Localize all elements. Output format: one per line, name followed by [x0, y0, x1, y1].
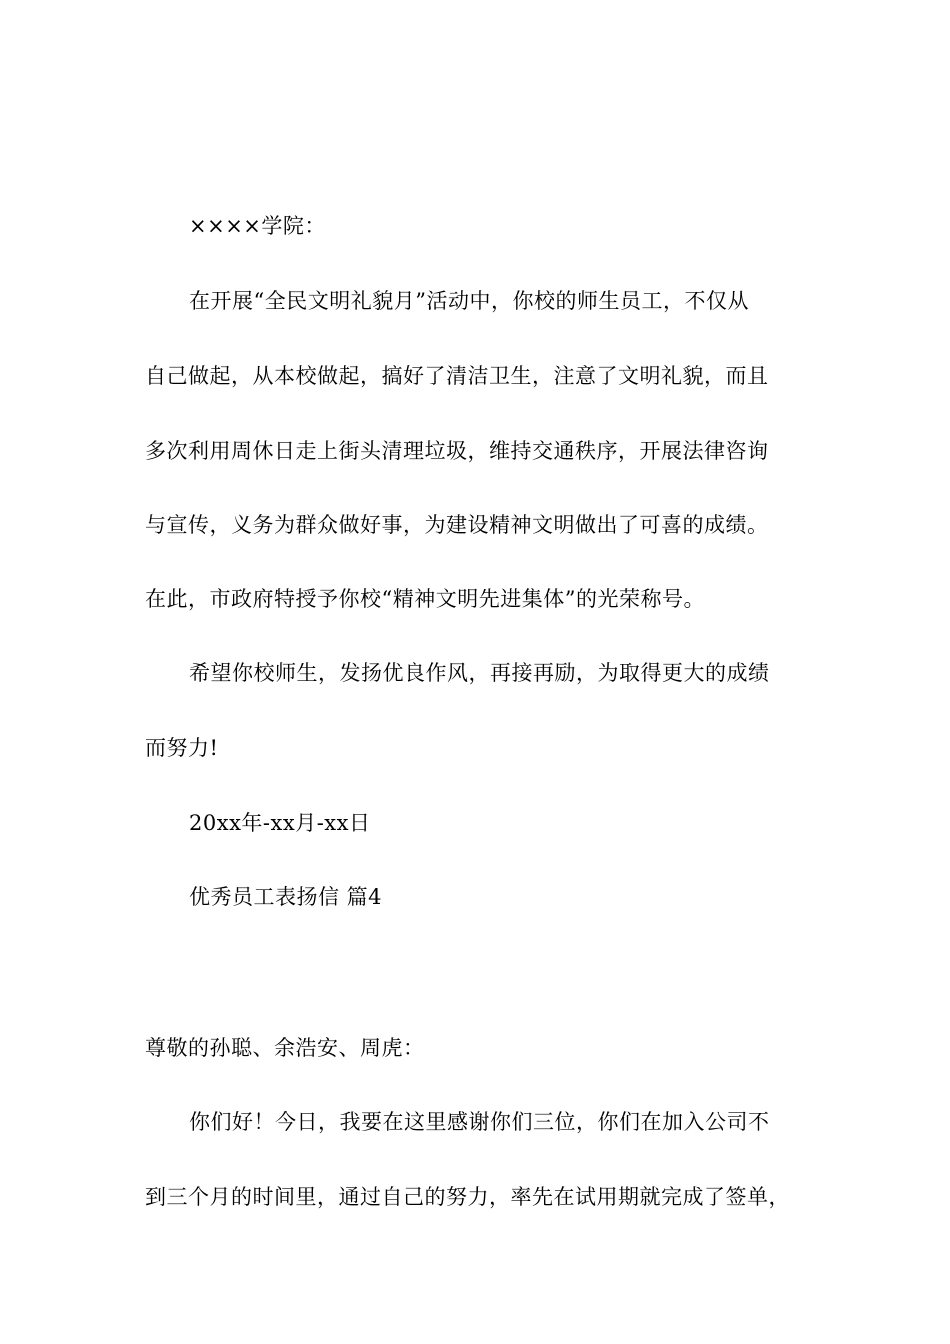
paragraph-line: 自己做起，从本校做起，搞好了清洁卫生，注意了文明礼貌，而且	[145, 364, 769, 388]
paragraph-line: 到三个月的时间里，通过自己的努力，率先在试用期就完成了签单，	[145, 1185, 790, 1209]
letter-date: 20xx年-xx月-xx日	[189, 811, 371, 835]
paragraph-line: 在开展“全民文明礼貌月”活动中，你校的师生员工，不仅从	[189, 289, 749, 313]
paragraph-line: 与宣传，义务为群众做好事，为建设精神文明做出了可喜的成绩。	[145, 513, 769, 537]
paragraph-line: 而努力!	[145, 736, 219, 760]
salutation-2: 尊敬的孙聪、余浩安、周虎：	[145, 1036, 425, 1060]
paragraph-line: 多次利用周休日走上街头清理垃圾，维持交通秩序，开展法律咨询	[145, 439, 769, 463]
paragraph-line: 希望你校师生，发扬优良作风，再接再励，为取得更大的成绩	[189, 661, 770, 685]
salutation-1: ××××学院：	[189, 214, 326, 238]
paragraph-line: 你们好！今日，我要在这里感谢你们三位，你们在加入公司不	[189, 1110, 770, 1134]
paragraph-line: 在此，市政府特授予你校“精神文明先进集体”的光荣称号。	[145, 587, 705, 611]
section-heading: 优秀员工表扬信 篇4	[189, 885, 383, 909]
